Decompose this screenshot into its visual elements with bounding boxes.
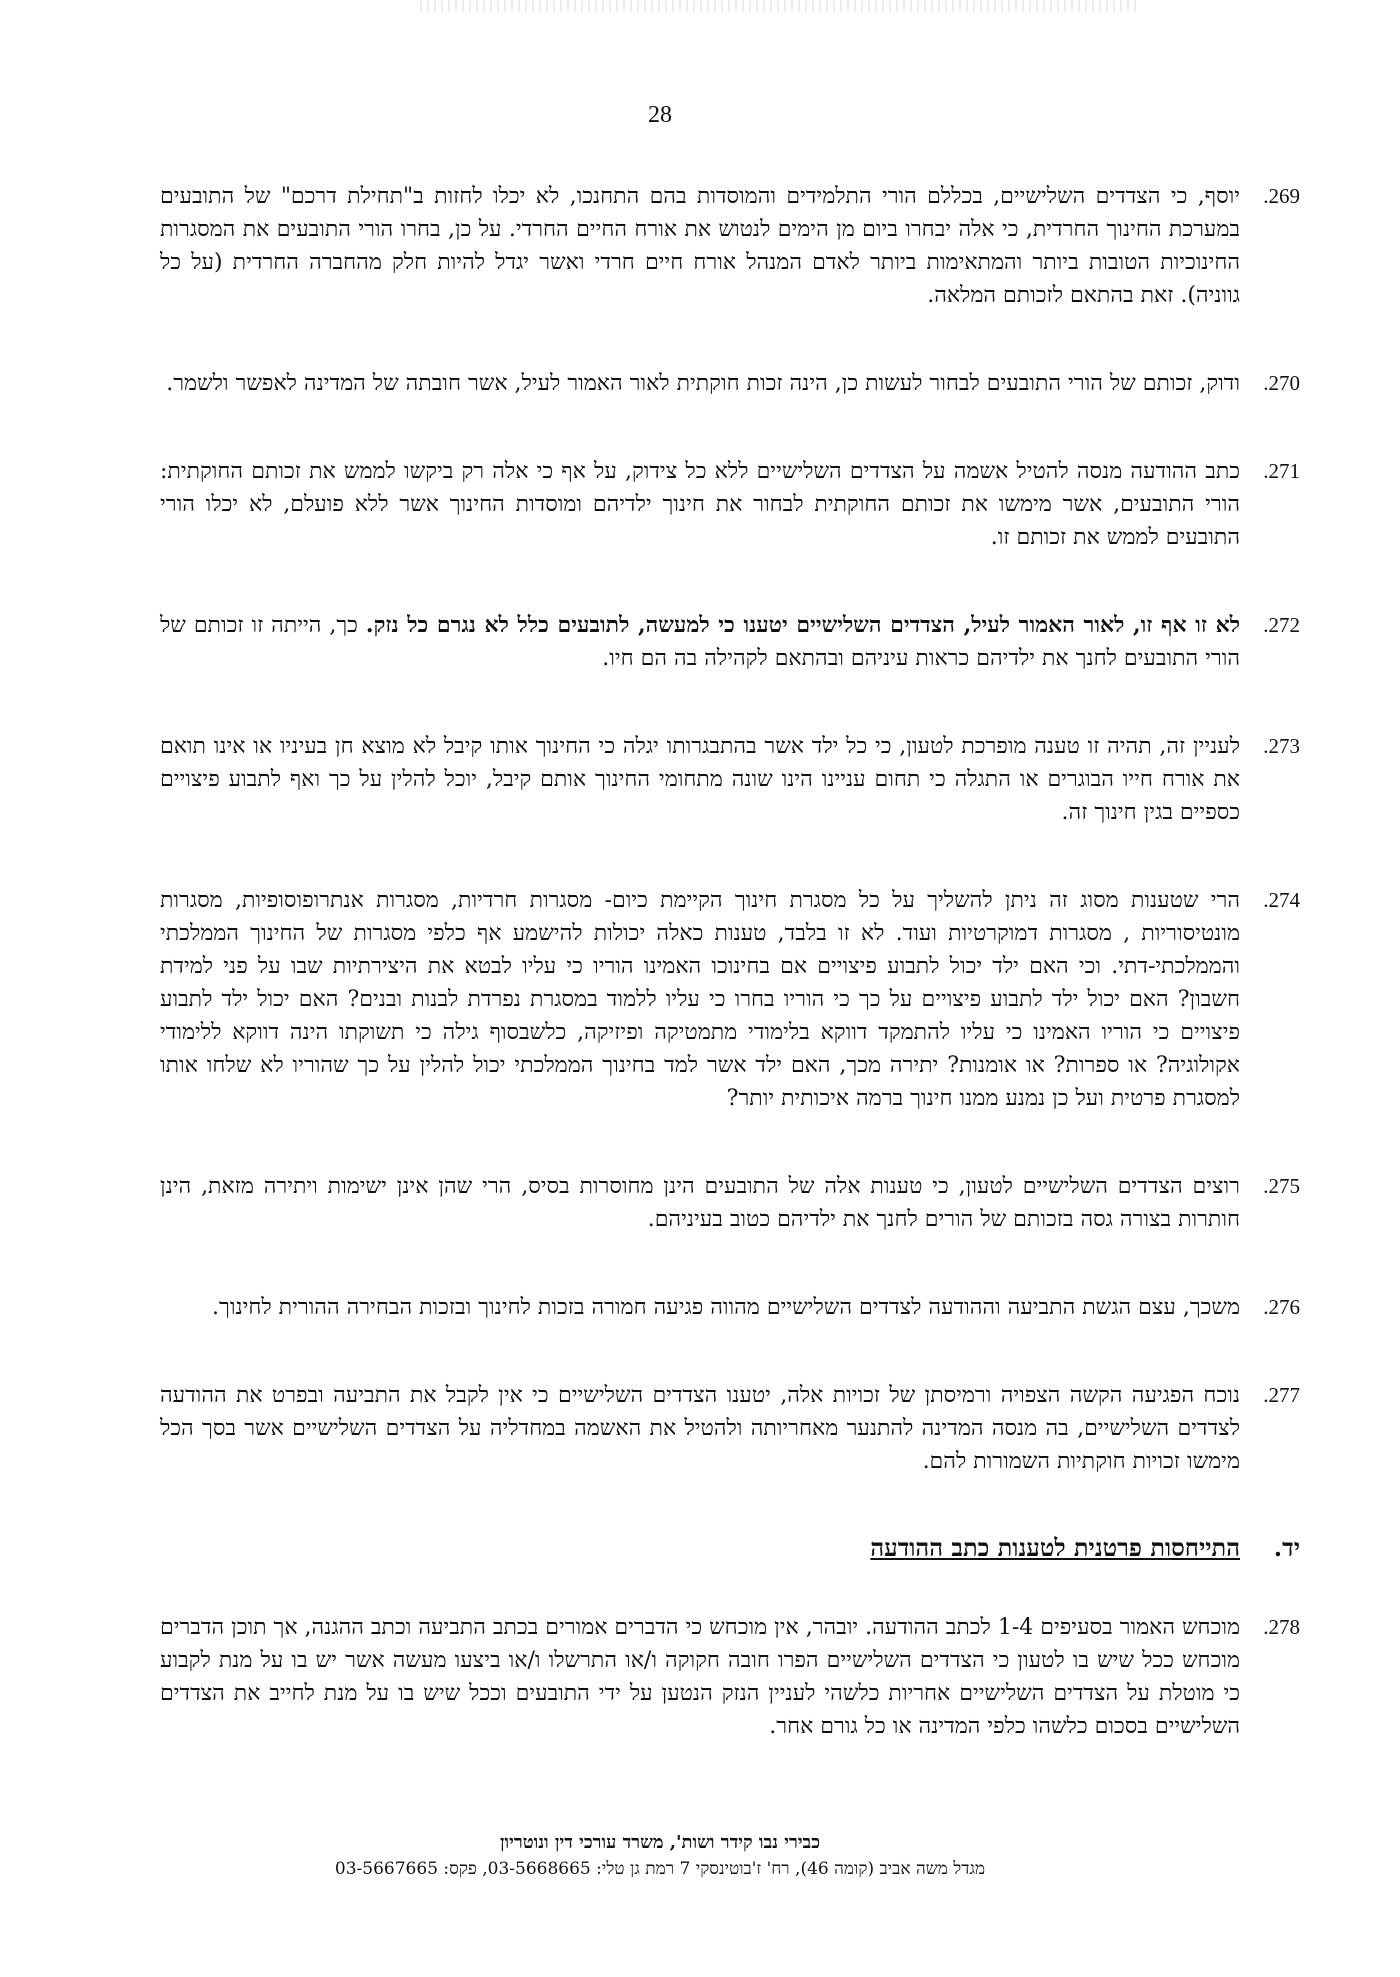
paragraph-number: .271: [1263, 459, 1300, 483]
firm-address: מגדל משה אביב (קומה 46), רח' ז'בוטינסקי 7 רמת גן טלי: 03-5668665, פקס: 03-5667665: [334, 1859, 986, 1879]
paragraph-number: .272: [1263, 613, 1300, 637]
paragraph-text: כך, הייתה זו זכותם של הורי התובעים לחנך את ילדיהם כראות עיניהם ובהתאם לקהילה בה הם חיו.: [160, 613, 1240, 671]
paragraph-text: רוצים הצדדים השלישיים לטעון, כי טענות אלה של התובעים הינן מחוסרות בסיס, הרי שהן אינן ישימות ויתירה מזאת, הינן חותרות בצורה גסה בזכותם של הורים לחנך את ילדיהם כטוב בעיניהם.: [160, 1174, 1240, 1232]
scan-artifact: [420, 0, 1140, 12]
section-title: התייחסות פרטנית לטענות כתב ההודעה: [870, 1533, 1240, 1562]
paragraph-bold-text: לא זו אף זו, לאור האמור לעיל, הצדדים השלישיים יטענו כי למעשה, לתובעים כלל לא נגרם כל נזק.: [365, 612, 1241, 638]
paragraph-number: .278: [1263, 1615, 1300, 1639]
paragraph-273: [160, 730, 1300, 829]
paragraph-text: מוכחש האמור בסעיפים 1-4 לכתב ההודעה. יובהר, אין מוכחש כי הדברים אמורים בכתב התביעה וכתב ההגנה, אך תוכן הדברים מוכחש ככל שיש בו לטעון כי הצדדים השלישיים הפרו חובה חקוקה ו/או התרשלו ו/או ביצעו מעשה אשר יש בו על מנת לקבוע כי מוטלת על הצדדים השלישיים אחריות כלשהי לעניין הנזק הנטען על ידי התובעים וככל שיש בו על מנת לחייב את הצדדים השלישיים בסכום כלשהו כלפי המדינה או כל גורם אחר.: [160, 1615, 1240, 1739]
paragraph-270: [160, 367, 1300, 400]
paragraph-276: [160, 1291, 1300, 1324]
paragraph-number: .275: [1263, 1174, 1300, 1198]
paragraph-275: [160, 1170, 1300, 1236]
paragraph-text: יוסף, כי הצדדים השלישיים, בכללם הורי התלמידים והמוסדות בהם התחנכו, לא יכלו לחזות ב"תחילת דרכם" של התובעים במערכת החינוך החרדית, כי אלה יבחרו ביום מן הימים לנטוש את אורח החיים החרדי. על כן, בחרו הורי התובעים את המסגרות החינוכיות הטובות ביותר והמתאימות ביותר לאדם המנהל אורח חיים חרדי ואשר יגדל להיות חלק מהחברה החרדית (על כל גווניה). זאת בהתאם לזכותם המלאה.: [160, 184, 1240, 308]
paragraph-272: [160, 609, 1300, 675]
paragraph-269: [160, 180, 1300, 312]
paragraph-number: .270: [1263, 371, 1300, 395]
paragraph-text: לעניין זה, תהיה זו טענה מופרכת לטעון, כי כל ילד אשר בהתבגרותו יגלה כי החינוך אותו קיבל לא מוצא חן בעיניו או אינו תואם את אורח חייו הבוגרים או התגלה כי תחום עניינו הינו שונה מתחומי החינוך אותם קיבל, יוכל להלין על כך ואף לתבוע פיצויים כספיים בגין חינוך זה.: [160, 734, 1240, 825]
paragraph-277: [160, 1379, 1300, 1478]
section-letter: יד.: [1273, 1533, 1300, 1562]
paragraph-271: [160, 455, 1300, 554]
firm-name: כבירי נבו קידר ושות', משרד עורכי דין ונוטריון: [499, 1832, 821, 1853]
paragraph-number: .269: [1263, 184, 1300, 208]
paragraph-number: .274: [1263, 888, 1300, 912]
paragraph-text: משכך, עצם הגשת התביעה וההודעה לצדדים השלישיים מהווה פגיעה חמורה בזכות לחינוך ובזכות הבחירה ההורית לחינוך.: [212, 1295, 1240, 1320]
paragraph-278: [160, 1611, 1300, 1743]
paragraph-text: הרי שטענות מסוג זה ניתן להשליך על כל מסגרת חינוך הקיימת כיום- מסגרות חרדיות, מסגרות אנתרופוסופיות, מסגרות מונטיסוריות , מסגרות דמוקרטיות ועוד. לא זו בלבד, טענות כאלה יכולות להישמע אף כלפי מסגרות של החינוך הממלכתי והממלכתי-דתי. וכי האם ילד יכול לתבוע פיצויים אם בחינוכו האמינו הוריו כי עליו לבטא את היצירתיות שבו על פני למידת חשבון? האם יכול ילד לתבוע פיצויים על כך כי הוריו בחרו כי עליו ללמוד במסגרת נפרדת לבנות ובנים? האם יכול ילד לתבוע פיצויים כי הוריו האמינו כי עליו להתמקד דווקא בלימודי מתמטיקה ופיזיקה, כלשבסוף גילה כי תשוקתו הינה דווקא ללימודי אקולוגיה? או ספרות? או אומנות? יתירה מכך, האם ילד אשר למד בחינוך הממלכתי יכול להלין על כך שהוריו לא שלחו אותו למסגרת פרטית ועל כן נמנע ממנו חינוך ברמה איכותית יותר?: [160, 888, 1240, 1111]
page-number: 28: [648, 102, 672, 128]
paragraph-number: .277: [1263, 1383, 1300, 1407]
paragraph-text: ודוק, זכותם של הורי התובעים לבחור לעשות כן, הינה זכות חוקתית לאור האמור לעיל, אשר חובתה של המדינה לאפשר ולשמר.: [166, 371, 1240, 396]
letterhead-footer: [0, 1832, 1320, 1879]
paragraph-number: .276: [1263, 1295, 1300, 1319]
paragraph-number: .273: [1263, 734, 1300, 758]
paragraph-text: כתב ההודעה מנסה להטיל אשמה על הצדדים השלישיים ללא כל צידוק, על אף כי אלה רק ביקשו לממש את זכותם החוקתית: הורי התובעים, אשר מימשו את זכותם החוקתית לבחור את חינוך ילדיהם ומוסדות החינוך אשר ללא פועלם, לא יכלו הורי התובעים לממש את זכותם זו.: [160, 459, 1241, 550]
section-heading: [160, 1533, 1300, 1563]
paragraph-text: נוכח הפגיעה הקשה הצפויה ורמיסתן של זכויות אלה, יטענו הצדדים השלישיים כי אין לקבל את התביעה ובפרט את ההודעה לצדדים השלישיים, בה מנסה המדינה להתנער מאחריותה ולהטיל את האשמה במחדליה על הצדדים השלישיים אשר בסך הכל מימשו זכויות חוקתיות השמורות להם.: [160, 1383, 1240, 1474]
paragraph-274: [160, 884, 1300, 1115]
document-body: [160, 180, 1300, 1798]
